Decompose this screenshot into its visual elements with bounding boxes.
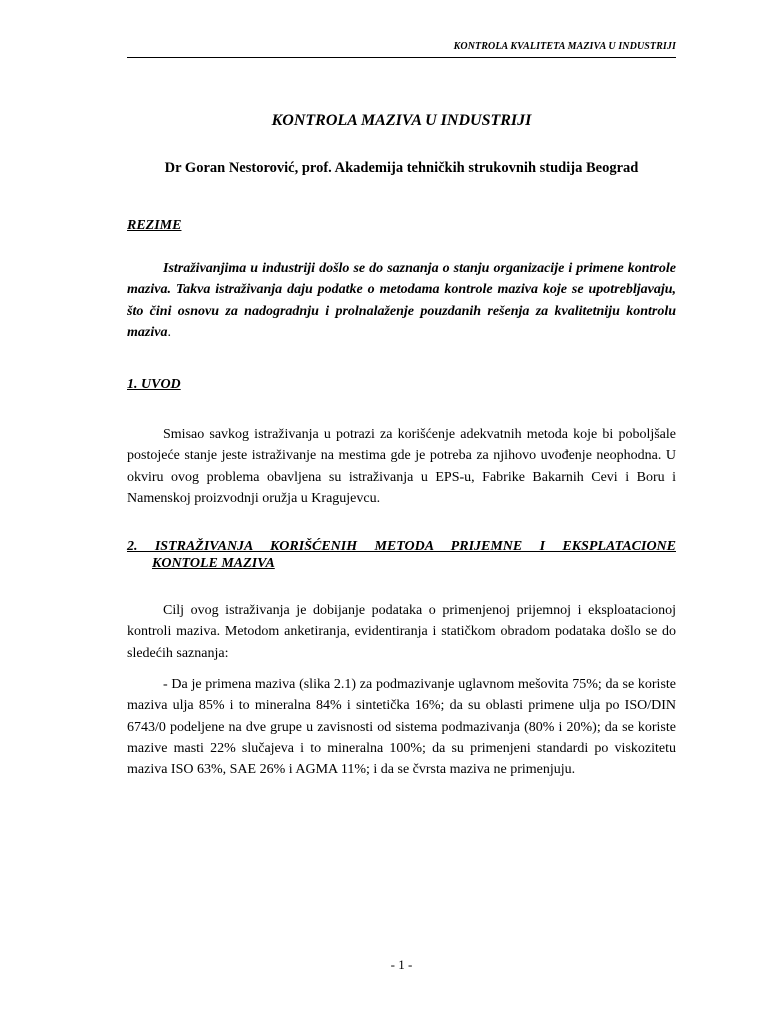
section1-paragraph — [127, 424, 676, 509]
list-item-text: - Da je primena maziva (slika 2.1) za podmazivanje uglavnom mešovita 75%; da se koriste maziva ulja 85% i to mineralna 84% i sintetička 16%; da su oblasti primene ulja po ISO/DIN 6743/0 podeljene na dve grupe u zavisnosti od sistema podmazivanja (80% i 20%); da se koriste mazive masti 22% slučajeva i to mineralna 100%; da su primenjeni standardi po viskozitetu maziva ISO 63%, SAE 26% i AGMA 11%; i da se čvrsta maziva ne primenjuju. — [127, 677, 676, 778]
abstract-text: Istraživanjima u industriji došlo se do saznanja o stanju organizacije i primene kontrole maziva. Takva istraživanja daju podatke o metodama kontrole maziva koje se upotrebljavaju, što čini osnovu za nadogradnju i prolnalaženje pouzdanih rešenja za kvalitetniju kontrolu maziva — [127, 261, 676, 340]
section1-heading: 1. UVOD — [127, 377, 181, 392]
section2-list-item — [127, 674, 676, 780]
document-author: Dr Goran Nestorović, prof. Akademija tehničkih strukovnih studija Beograd — [164, 160, 639, 176]
section2-heading — [127, 538, 676, 572]
document-title: KONTROLA MAZIVA U INDUSTRIJI — [271, 112, 532, 129]
running-header: KONTROLA KVALITETA MAZIVA U INDUSTRIJI — [453, 41, 676, 52]
section2-text: Cilj ovog istraživanja je dobijanje podataka o primenjenoj prijemnoj i eksploatacionoj kontroli maziva. Metodom anketiranja, evidentiranja i statičkom obradom podataka došlo se do sledećih saznanja: — [127, 603, 676, 661]
section1-text: Smisao savkog istraživanja u potrazi za korišćenje adekvatnih metoda koje bi poboljšale postojeće stanje jeste istraživanje na mestima gde je potreba za njihovo uvođenje neophodna. U okviru ovog problema obavljena su istraživanja u EPS-u, Fabrike Bakarnih Cevi i Boru i Namenskoj proizvodnji oružja u Kragujevcu. — [127, 427, 676, 506]
section2-heading-line1: 2. ISTRAŽIVANJA KORIŠĆENIH METODA PRIJEMNE I EKSPLATACIONE — [127, 539, 676, 554]
page-number: - 1 - — [390, 957, 413, 972]
section2-heading-line2: KONTOLE MAZIVA — [152, 556, 275, 571]
header-rule — [127, 57, 676, 58]
abstract-tail: . — [167, 324, 171, 340]
abstract-paragraph — [127, 258, 676, 343]
abstract-heading: REZIME — [127, 218, 182, 233]
section2-paragraph — [127, 600, 676, 664]
